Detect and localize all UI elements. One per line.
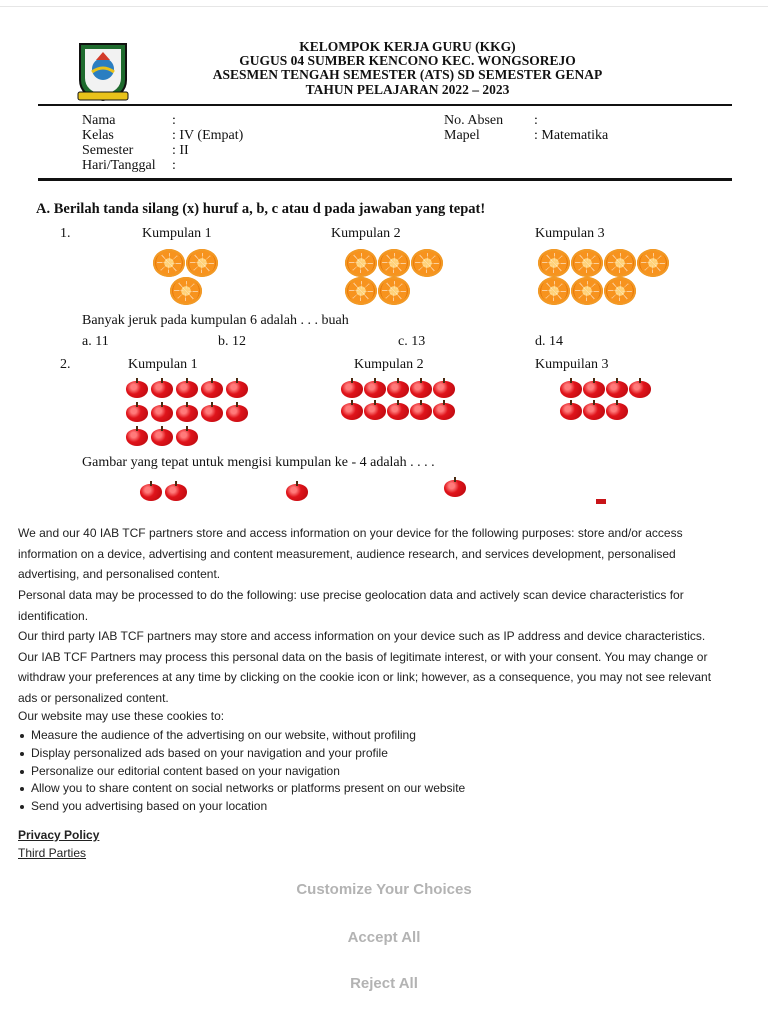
list-item: Allow you to share content on social networks or platforms present on our website (18, 780, 465, 798)
list-item: Personalize our editorial content based on your navigation (18, 763, 465, 781)
orange-image (538, 249, 570, 277)
apple-image (583, 400, 605, 420)
apple-image (341, 378, 363, 398)
q1-group3-label: Kumpulan 3 (535, 226, 605, 241)
orange-image (637, 249, 669, 277)
apple-image (606, 400, 628, 420)
absen-label: No. Absen (444, 113, 504, 128)
orange-image (345, 277, 377, 305)
apple-image (629, 378, 651, 398)
apple-image (364, 378, 386, 398)
apple-image (560, 378, 582, 398)
orange-image (170, 277, 202, 305)
orange-image (411, 249, 443, 277)
semester-value: : II (172, 143, 189, 158)
header-line-1: KELOMPOK KERJA GURU (KKG) (299, 39, 516, 54)
hari-tanggal-label: Hari/Tanggal (82, 158, 156, 173)
semester-label: Semester (82, 143, 134, 158)
apple-image (583, 378, 605, 398)
orange-image (345, 249, 377, 277)
apple-image (151, 378, 173, 398)
reject-all-button[interactable]: Reject All (234, 969, 534, 999)
apple-image (151, 426, 173, 446)
apple-image (286, 481, 308, 501)
worksheet-document (0, 0, 768, 506)
orange-image (571, 277, 603, 305)
mapel-value: : Matematika (534, 128, 609, 143)
apple-image (387, 378, 409, 398)
regency-emblem-logo (74, 40, 132, 102)
apple-image (165, 481, 187, 501)
accept-all-button[interactable]: Accept All (234, 923, 534, 953)
q2-question-text: Gambar yang tepat untuk mengisi kumpulan ke - 4 adalah . . . . (82, 455, 435, 470)
apple-image (226, 378, 248, 398)
q2-group2-label: Kumpulan 2 (354, 357, 424, 372)
q2-group3-label: Kumpuilan 3 (535, 357, 609, 372)
apple-image (151, 402, 173, 422)
apple-image (201, 402, 223, 422)
hari-tanggal-value: : (172, 158, 176, 173)
header-divider (38, 104, 732, 106)
top-border (0, 6, 768, 7)
cookie-consent-dialog (0, 506, 768, 1024)
orange-image (186, 249, 218, 277)
q1-option-d[interactable]: d. 14 (535, 334, 563, 349)
apple-image (387, 400, 409, 420)
apple-image (433, 378, 455, 398)
customize-choices-button[interactable]: Customize Your Choices (234, 875, 534, 905)
apple-image (126, 402, 148, 422)
orange-image (571, 249, 603, 277)
q1-option-c[interactable]: c. 13 (398, 334, 426, 349)
orange-image (604, 277, 636, 305)
q2-group1-label: Kumpulan 1 (128, 357, 198, 372)
nama-value: : (172, 113, 176, 128)
header-line-3: ASESMEN TENGAH SEMESTER (ATS) SD SEMESTER GENAP (212, 67, 603, 82)
apple-image (126, 378, 148, 398)
orange-image (538, 277, 570, 305)
apple-image (364, 400, 386, 420)
q1-group2-label: Kumpulan 2 (331, 226, 401, 241)
header-line-2: GUGUS 04 SUMBER KENCONO KEC. WONGSOREJO (239, 53, 576, 68)
section-a-instruction: A. Berilah tanda silang (x) huruf a, b, c atau d pada jawaban yang tepat! (36, 201, 486, 217)
apple-image (341, 400, 363, 420)
kelas-value: : IV (Empat) (172, 128, 244, 143)
kelas-label: Kelas (82, 128, 114, 143)
orange-image (604, 249, 636, 277)
q2-number: 2. (60, 357, 71, 372)
orange-image (378, 249, 410, 277)
apple-image (126, 426, 148, 446)
absen-value: : (534, 113, 538, 128)
list-item: Measure the audience of the advertising on our website, without profiling (18, 727, 465, 745)
header-line-4: TAHUN PELAJARAN 2022 – 2023 (305, 82, 510, 97)
q1-question-text: Banyak jeruk pada kumpulan 6 adalah . . . buah (82, 313, 349, 328)
apple-image (176, 426, 198, 446)
apple-image (226, 402, 248, 422)
apple-image (606, 378, 628, 398)
orange-image (153, 249, 185, 277)
apple-image (176, 402, 198, 422)
cookie-uses-list (0, 727, 465, 816)
consent-purposes-text: We and our 40 IAB TCF partners store and access information on your device for the following purposes: store and/or access information on a device, advertising and content measurement, audience research, and services development, personalised advertising, and personalised content. (18, 526, 683, 582)
q1-option-a[interactable]: a. 11 (82, 334, 109, 349)
mapel-label: Mapel (444, 128, 480, 143)
consent-cookies-intro: Our website may use these cookies to: (18, 709, 225, 723)
list-item: Send you advertising based on your location (18, 798, 465, 816)
q1-number: 1. (60, 226, 71, 241)
list-item: Display personalized ads based on your navigation and your profile (18, 745, 465, 763)
apple-image (140, 481, 162, 501)
q1-group1-label: Kumpulan 1 (142, 226, 212, 241)
apple-image (410, 400, 432, 420)
apple-image-fragment (596, 499, 606, 504)
apple-image (410, 378, 432, 398)
third-parties-link[interactable]: Third Parties (18, 846, 87, 860)
nama-label: Nama (82, 113, 116, 128)
consent-partners-text: Our third party IAB TCF partners may store and access information on your device such as IP address and device characteristics. Our IAB TCF Partners may process this personal data on the basis of legitimate interest, or with your consent. You may change or withdraw your preferences at any time by clicking on the cookie icon or link; however, as a consequence, you may not see relevant ads or personalized content. (18, 629, 712, 705)
apple-image (201, 378, 223, 398)
apple-image (444, 477, 466, 497)
orange-image (378, 277, 410, 305)
apple-image (560, 400, 582, 420)
identity-divider (38, 178, 732, 181)
apple-image (433, 400, 455, 420)
consent-processing-text: Personal data may be processed to do the following: use precise geolocation data and actively scan device characteristics for identification. (18, 588, 684, 623)
privacy-policy-link[interactable]: Privacy Policy (18, 828, 100, 842)
apple-image (176, 378, 198, 398)
q1-option-b[interactable]: b. 12 (218, 334, 246, 349)
